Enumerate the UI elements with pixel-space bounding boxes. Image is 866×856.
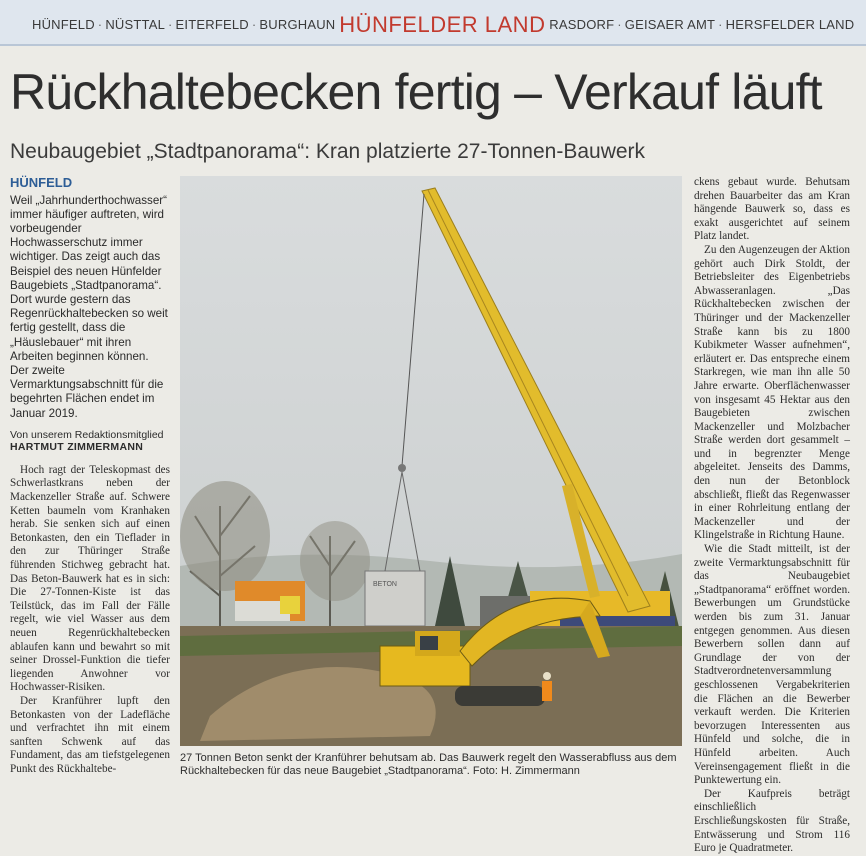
body-paragraph: Zu den Augenzeugen der Aktion gehört auch Dirk Stoldt, der Betriebsleiter des Eigenbetriebs Abwasseranlagen. „Das Rückhaltebecken zwischen der Thüringer und der Mackenzeller Straße kann bis zu 1800 Kubikmeter Wasser aufnehmen“, erläutert er. Das entspreche einem Starkregen, wie man ihn alle 50 Jahre erwarte. Oberflächenwasser von insgesamt 45 Hektar aus den Baugebieten zwischen Mackenzeller und Molzbacher Straße werden dort gesammelt – und in begrenzter Menge abgeleitet. Jenseits des Damms, den nun der Betonblock abschließt, fließt das Regenwasser in einer Rohrleitung entlang der Mackenzeller und der Klingelstraße in Richtung Haune. xyxy=(694,243,850,542)
region-rasdorf: RASDORF xyxy=(549,17,615,32)
article-intro: Weil „Jahrhunderthochwasser“ immer häufiger auftreten, wird vorbeugender Hochwasserschutz immer wichtiger. Das zeigt auch das Beispiel des neuen Hünfelder Baugebiets „Stadtpanorama“. Dort wurde gestern das Regenrückhaltebecken so weit fertig gestellt, dass die „Häuslebauer“ mit ihren Arbeiten beginnen können. Der zweite Vermarktungsabschnitt für die begehrten Flächen endet im Januar 2019. xyxy=(10,193,168,420)
region-nuesttal: NÜSTTAL xyxy=(105,17,165,32)
section-header-bar xyxy=(0,0,866,46)
photo-caption: 27 Tonnen Beton senkt der Kranführer behutsam ab. Das Bauwerk regelt den Wasserabfluss aus dem Rückhaltebecken für das neue Baugebiet „Stadtpanorama“. Foto: H. Zimmermann xyxy=(180,752,677,777)
left-text-column xyxy=(10,174,170,777)
article-subheadline: Neubaugebiet „Stadtpanorama“: Kran platzierte 27-Tonnen-Bauwerk xyxy=(10,140,646,163)
author-line: Von unserem Redaktionsmitglied xyxy=(10,428,164,441)
body-paragraph: Der Kranführer lupft den Betonkasten von der Ladefläche und verfrachtet ihn mit einem sanften Schwenk auf das Fundament, das am tiefstgelegenen Punkt des Rückhaltebe- xyxy=(10,694,170,775)
crane-construction-photo xyxy=(180,176,682,746)
separator: · xyxy=(718,17,723,32)
separator: · xyxy=(97,17,103,32)
region-geisaer-amt: GEISAER AMT xyxy=(624,17,716,32)
separator: · xyxy=(617,17,622,32)
region-eiterfeld: EITERFELD xyxy=(175,17,249,32)
region-hersfelder-land: HERSFELDER LAND xyxy=(725,17,855,32)
separator: · xyxy=(251,17,257,32)
body-paragraph: ckens gebaut wurde. Behutsam drehen Bauarbeiter das am Kran hängende Bauwerk so, dass es exakt ausgerichtet auf seinem Platz landet. xyxy=(694,176,850,243)
body-paragraph: Der Kaufpreis beträgt einschließlich Erschließungskosten für Straße, Entwässerung und Strom 116 Euro je Quadratmeter. xyxy=(694,787,850,855)
right-text-column xyxy=(694,176,850,856)
author-name: HARTMUT ZIMMERMANN xyxy=(10,441,144,454)
region-nav xyxy=(32,12,854,38)
region-burghaun: BURGHAUN xyxy=(259,17,336,32)
crane-sign-text: BETON xyxy=(373,581,397,588)
author-credit xyxy=(10,429,170,454)
photo-illustration xyxy=(180,176,682,746)
article-headline: Rückhaltebecken fertig – Verkauf läuft xyxy=(10,64,822,120)
body-paragraph: Hoch ragt der Teleskopmast des Schwerlastkrans neben der Mackenzeller Straße auf. Schwere Ketten baumeln vom Kranhaken herab. Sie senken sich auf einen Betonkasten, den ein Tieflader in den zur Thüringer Straße führenden Stichweg gebracht hat. Das Beton-Bauwerk hat es in sich: Die 27-Tonnen-Kiste ist das Teilstück, das im Fall der Fälle regelt, wie viel Wasser aus dem neuen Regenrückhaltebecken ablaufen kann und bewahrt so mit seiner Drossel-Funktion die tiefer liegenden Anwohner vor Hochwasser-Risiken. xyxy=(10,463,170,694)
region-huenfeld: HÜNFELD xyxy=(32,17,95,32)
body-paragraph: Wie die Stadt mitteilt, ist der zweite Vermarktungsabschnitt für das Neubaugebiet „Stadtpanorama“ eröffnet worden. Bewerbungen um Grundstücke werden bis zum 31. Januar entgegen genommen. Aus diesen Bewerbern sollen dann auf Grundlage der von der Stadtverordnetenversammlung geschlossenen Vergabekriterien die Flächen an die Bewerber verkauft werden. Die Kriterien bevorzugen Interessenten aus Hünfeld und solche, die in Hünfeld arbeiten. Auch Vereinsengagement fließt in die Punktewertung ein. xyxy=(694,543,850,787)
dateline: HÜNFELD xyxy=(10,175,73,190)
section-title: HÜNFELDER LAND xyxy=(339,12,546,37)
separator: · xyxy=(168,17,173,32)
